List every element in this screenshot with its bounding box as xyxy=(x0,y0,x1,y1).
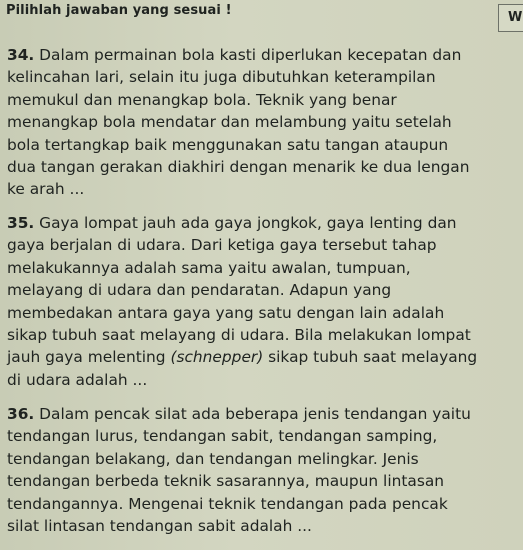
question-text: melakukannya adalah sama yaitu awalan, tumpuan, xyxy=(7,258,411,277)
answer-box-label: W xyxy=(508,10,523,25)
question-34 xyxy=(7,44,523,201)
question-text: ke arah ... xyxy=(7,180,85,199)
question-text: melayang di udara dan pendaratan. Adapun yang xyxy=(7,281,392,300)
question-text: membedakan antara gaya yang satu dengan lain adalah xyxy=(7,303,445,322)
question-text: silat lintasan tendangan sabit adalah ... xyxy=(7,517,312,536)
question-text: kelincahan lari, selain itu juga dibutuhkan keterampilan xyxy=(7,68,436,87)
question-text: bola tertangkap baik menggunakan satu tangan ataupun xyxy=(7,135,449,154)
question-number: 36. xyxy=(7,405,35,423)
question-35-line-1 xyxy=(7,212,523,234)
question-36-line-1 xyxy=(7,403,523,425)
question-35-line-7 xyxy=(7,346,523,368)
question-text: memukul dan menangkap bola. Teknik yang benar xyxy=(7,90,397,109)
question-text: jauh gaya melenting xyxy=(7,348,171,367)
question-text: Gaya lompat jauh ada gaya jongkok, gaya lenting dan xyxy=(39,214,457,232)
question-36 xyxy=(7,403,523,537)
question-text: tendangan lurus, tendangan sabit, tendangan samping, xyxy=(7,427,438,446)
question-text: sikap tubuh saat melayang xyxy=(263,348,478,367)
question-text: gaya berjalan di udara. Dari ketiga gaya tersebut tahap xyxy=(7,236,437,255)
question-text: tendangan berbeda teknik sasarannya, maupun lintasan xyxy=(7,472,445,491)
question-text: menangkap bola mendatar dan melambung yaitu setelah xyxy=(7,113,452,132)
question-text: tendangan belakang, dan tendangan melingkar. Jenis xyxy=(7,449,419,468)
question-34-line-1 xyxy=(7,44,523,66)
question-text: Dalam permainan bola kasti diperlukan kecepatan dan xyxy=(39,46,462,64)
question-text: Dalam pencak silat ada beberapa jenis tendangan yaitu xyxy=(39,405,471,423)
italic-term: (schnepper) xyxy=(170,348,264,367)
question-text: tendangannya. Mengenai teknik tendangan pada pencak xyxy=(7,494,448,513)
question-number: 35. xyxy=(7,214,35,232)
question-text: sikap tubuh saat melayang di udara. Bila melakukan lompat xyxy=(7,326,471,345)
instruction-text: Pilihlah jawaban yang sesuai ! xyxy=(6,3,232,18)
question-35 xyxy=(7,212,523,391)
question-text: di udara adalah ... xyxy=(7,370,148,389)
question-number: 34. xyxy=(7,46,35,64)
question-text: dua tangan gerakan diakhiri dengan menarik ke dua lengan xyxy=(7,158,470,177)
answer-box xyxy=(498,4,523,32)
